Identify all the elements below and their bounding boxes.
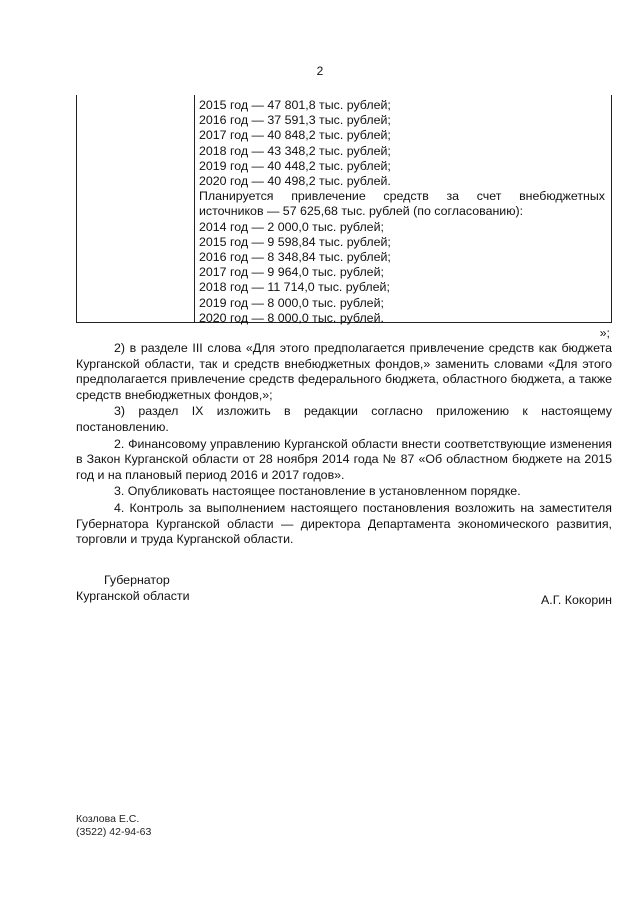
table-right-cell: [199, 98, 605, 326]
extra-year-line: 2019 год — 8 000,0 тыс. рублей;: [199, 295, 384, 310]
table-column-divider: [194, 95, 195, 322]
paragraph: 3) раздел IX изложить в редакции согласно приложению к настоящему постановлению.: [76, 404, 612, 434]
extrabudgetary-intro: Планируется привлечение средств за счет внебюджетных: [199, 189, 605, 204]
signature-block: [76, 572, 612, 612]
paragraph: 2) в разделе III слова «Для этого предполагается привлечение средств как бюджета Курганской области, так и средств внебюджетных фондов,» заменить словами «Для этого предполагается привлечение средств федерального бюджета, областного бюджета, а также средств внебюджетных фондов,»;: [76, 341, 612, 402]
extra-year-line: 2015 год — 9 598,84 тыс. рублей;: [199, 234, 391, 249]
signatory-name: А.Г. Кокорин: [540, 593, 612, 607]
funding-table: [76, 95, 612, 323]
signatory-title: Губернатор: [104, 573, 170, 587]
closing-quote: »;: [599, 326, 610, 340]
page-number: 2: [316, 64, 324, 78]
executor-phone: (3522) 42-94-63: [76, 826, 152, 838]
paragraph: 4. Контроль за выполнением настоящего постановления возложить на заместителя Губернатора Курганской области — директора Департамента экономического развития, торговли и труда Курганской области.: [76, 500, 612, 547]
paragraph: 2. Финансовому управлению Курганской области внести соответствующие изменения в Закон Курганской области от 28 ноября 2014 года № 87 «Об областном бюджете на 2015 год и на плановый период 2016 и 2017 годов».: [76, 436, 612, 482]
paragraph: 3. Опубликовать настоящее постановление в установленном порядке.: [114, 484, 521, 499]
executor-name: Козлова Е.С.: [76, 813, 140, 825]
extra-year-line: 2016 год — 8 348,84 тыс. рублей;: [199, 250, 391, 265]
budget-year-line: 2016 год — 37 591,3 тыс. рублей;: [199, 113, 391, 128]
document-body: [76, 341, 612, 549]
extra-year-line: 2018 год — 11 714,0 тыс. рублей;: [199, 280, 390, 295]
executor-footer: [76, 813, 151, 839]
extra-year-line: 2017 год — 9 964,0 тыс. рублей;: [199, 265, 384, 280]
budget-year-line: 2017 год — 40 848,2 тыс. рублей;: [199, 128, 391, 143]
budget-year-line: 2018 год — 43 348,2 тыс. рублей;: [199, 143, 391, 158]
extra-year-line: 2014 год — 2 000,0 тыс. рублей;: [199, 219, 384, 234]
extrabudgetary-total: источников — 57 625,68 тыс. рублей (по согласованию):: [199, 204, 524, 219]
extra-year-line: 2020 год — 8 000,0 тыс. рублей.: [199, 310, 384, 325]
budget-year-line: 2019 год — 40 448,2 тыс. рублей;: [199, 158, 391, 173]
budget-year-line: 2020 год — 40 498,2 тыс. рублей.: [199, 174, 391, 189]
signatory-region: Курганской области: [76, 589, 190, 603]
budget-year-line: 2015 год — 47 801,8 тыс. рублей;: [199, 98, 391, 112]
